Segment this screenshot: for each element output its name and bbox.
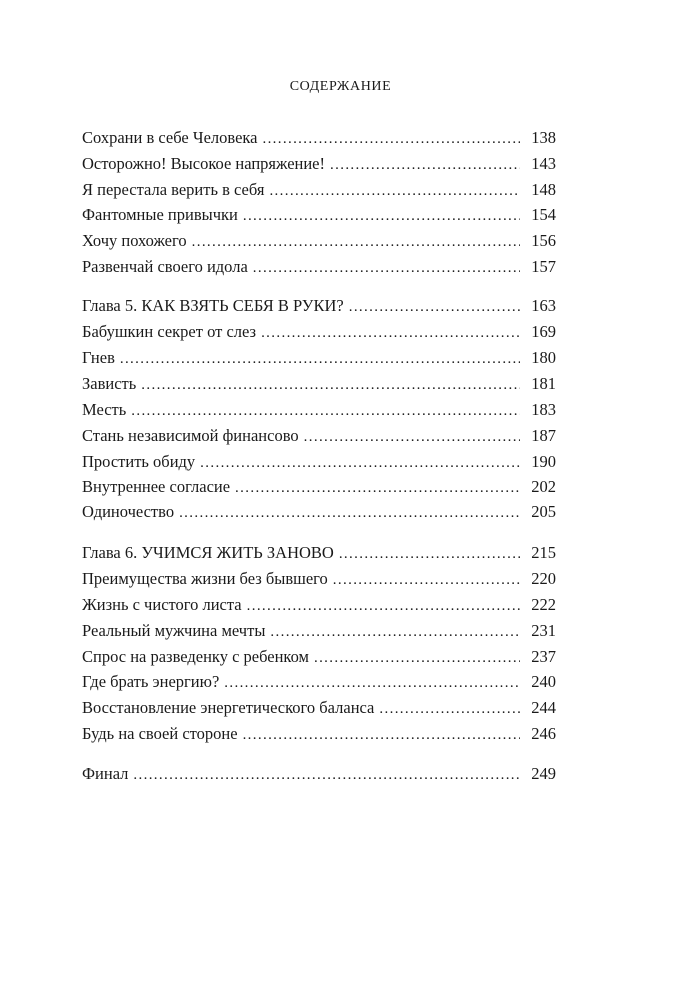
entry-title: Месть bbox=[82, 400, 127, 419]
dot-leader bbox=[243, 204, 520, 228]
entry-page-number: 154 bbox=[531, 205, 556, 224]
toc-entry bbox=[82, 475, 556, 499]
toc-entry bbox=[82, 126, 556, 150]
entry-page-number: 148 bbox=[531, 180, 556, 199]
toc-entry bbox=[82, 500, 556, 524]
toc-final-entry bbox=[82, 762, 556, 786]
toc-entry bbox=[82, 398, 556, 422]
entry-page-number: 181 bbox=[531, 374, 556, 393]
entry-page-number: 163 bbox=[531, 296, 556, 315]
toc-entry bbox=[82, 229, 556, 253]
toc-chapter-entry bbox=[82, 294, 556, 318]
entry-page-number: 215 bbox=[531, 543, 556, 562]
dot-leader bbox=[243, 723, 520, 747]
entry-title: Жизнь с чистого листа bbox=[82, 595, 242, 614]
toc-chapter-entry bbox=[82, 541, 556, 565]
entry-title: Финал bbox=[82, 764, 129, 783]
toc-entry bbox=[82, 203, 556, 227]
entry-page-number: 138 bbox=[531, 128, 556, 147]
table-of-contents bbox=[82, 0, 556, 1000]
entry-page-number: 187 bbox=[531, 426, 556, 445]
toc-entry bbox=[82, 567, 556, 591]
entry-title: Восстановление энергетического баланса bbox=[82, 698, 375, 717]
entry-page-number: 183 bbox=[531, 400, 556, 419]
toc-entry bbox=[82, 450, 556, 474]
dot-leader bbox=[269, 179, 520, 203]
entry-title: Простить обиду bbox=[82, 452, 196, 471]
entry-title: Гнев bbox=[82, 348, 115, 367]
entry-title: Фантомные привычки bbox=[82, 205, 238, 224]
entry-page-number: 156 bbox=[531, 231, 556, 250]
dot-leader bbox=[314, 646, 520, 670]
dot-leader bbox=[270, 620, 520, 644]
dot-leader bbox=[261, 321, 520, 345]
dot-leader bbox=[141, 373, 520, 397]
toc-entry bbox=[82, 722, 556, 746]
entry-page-number: 244 bbox=[531, 698, 556, 717]
entry-page-number: 157 bbox=[531, 257, 556, 276]
entry-title: Будь на своей стороне bbox=[82, 724, 238, 743]
dot-leader bbox=[330, 153, 520, 177]
entry-title: Осторожно! Высокое напряжение! bbox=[82, 154, 326, 173]
toc-entry bbox=[82, 619, 556, 643]
dot-leader bbox=[192, 230, 520, 254]
entry-page-number: 180 bbox=[531, 348, 556, 367]
entry-title: Глава 5. КАК ВЗЯТЬ СЕБЯ В РУКИ? bbox=[82, 296, 344, 315]
entry-title: Одиночество bbox=[82, 502, 175, 521]
toc-entry bbox=[82, 670, 556, 694]
dot-leader bbox=[379, 697, 520, 721]
dot-leader bbox=[349, 295, 520, 319]
entry-title: Зависть bbox=[82, 374, 137, 393]
dot-leader bbox=[224, 671, 520, 695]
dot-leader bbox=[179, 501, 520, 525]
entry-title: Реальный мужчина мечты bbox=[82, 621, 266, 640]
entry-page-number: 205 bbox=[531, 502, 556, 521]
dot-leader bbox=[200, 451, 520, 475]
toc-entry bbox=[82, 178, 556, 202]
toc-entry bbox=[82, 645, 556, 669]
dot-leader bbox=[253, 256, 520, 280]
entry-page-number: 231 bbox=[531, 621, 556, 640]
entry-page-number: 220 bbox=[531, 569, 556, 588]
entry-title: Стань независимой финансово bbox=[82, 426, 299, 445]
entry-title: Спрос на разведенку с ребенком bbox=[82, 647, 309, 666]
dot-leader bbox=[133, 763, 520, 787]
toc-entry bbox=[82, 320, 556, 344]
toc-entry bbox=[82, 593, 556, 617]
entry-page-number: 246 bbox=[531, 724, 556, 743]
page-title: СОДЕРЖАНИЕ bbox=[289, 79, 392, 94]
dot-leader bbox=[247, 594, 520, 618]
entry-title: Бабушкин секрет от слез bbox=[82, 322, 257, 341]
dot-leader bbox=[339, 542, 520, 566]
dot-leader bbox=[262, 127, 520, 151]
entry-page-number: 222 bbox=[531, 595, 556, 614]
entry-title: Развенчай своего идола bbox=[82, 257, 248, 276]
entry-page-number: 240 bbox=[531, 672, 556, 691]
entry-page-number: 202 bbox=[531, 477, 556, 496]
entry-page-number: 169 bbox=[531, 322, 556, 341]
entry-title: Я перестала верить в себя bbox=[82, 180, 265, 199]
entry-title: Сохрани в себе Человека bbox=[82, 128, 258, 147]
entry-title: Где брать энергию? bbox=[82, 672, 220, 691]
toc-entry bbox=[82, 696, 556, 720]
dot-leader bbox=[333, 568, 520, 592]
dot-leader bbox=[304, 425, 520, 449]
entry-title: Хочу похожего bbox=[82, 231, 187, 250]
dot-leader bbox=[120, 347, 520, 371]
entry-page-number: 237 bbox=[531, 647, 556, 666]
toc-entry bbox=[82, 372, 556, 396]
dot-leader bbox=[235, 476, 520, 500]
entry-title: Глава 6. УЧИМСЯ ЖИТЬ ЗАНОВО bbox=[82, 543, 334, 562]
entry-page-number: 190 bbox=[531, 452, 556, 471]
dot-leader bbox=[131, 399, 520, 423]
entry-title: Преимущества жизни без бывшего bbox=[82, 569, 328, 588]
toc-entry bbox=[82, 152, 556, 176]
entry-title: Внутреннее согласие bbox=[82, 477, 231, 496]
entry-page-number: 249 bbox=[531, 764, 556, 783]
toc-entry bbox=[82, 346, 556, 370]
toc-entry bbox=[82, 255, 556, 279]
entry-page-number: 143 bbox=[531, 154, 556, 173]
toc-entry bbox=[82, 424, 556, 448]
